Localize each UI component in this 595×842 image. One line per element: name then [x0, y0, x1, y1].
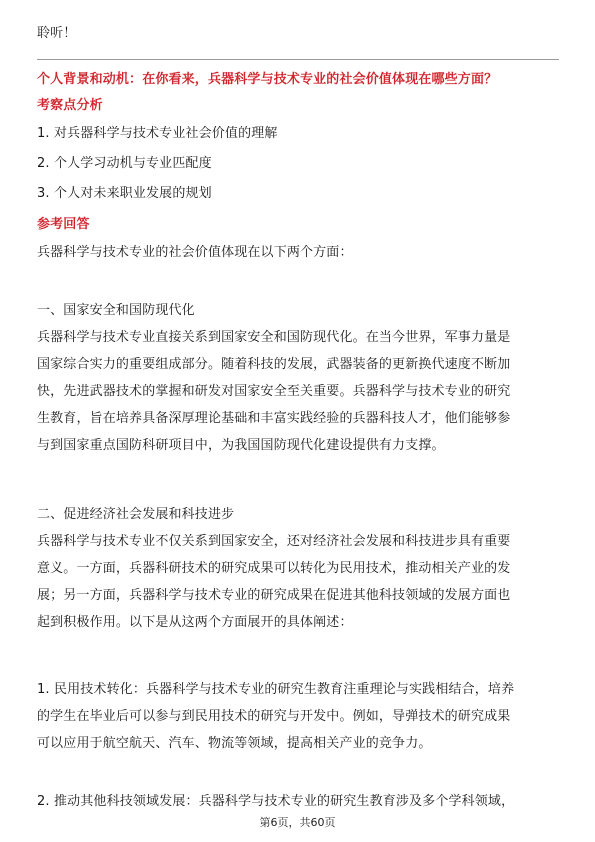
item1-line: 1. 民用技术转化：兵器科学与技术专业的研究生教育注重理论与实践相结合，培养	[37, 682, 515, 697]
section1-line: 国家综合实力的重要组成部分。随着科技的发展，武器装备的更新换代速度不断加	[37, 357, 511, 372]
analysis-point: 3. 个人对未来职业发展的规划	[37, 186, 212, 201]
analysis-heading: 考察点分析	[37, 98, 103, 113]
section-divider	[37, 59, 559, 60]
item1-line: 的学生在毕业后可以参与到民用技术的研究与开发中。例如，导弹技术的研究成果	[37, 709, 511, 724]
analysis-point: 2. 个人学习动机与专业匹配度	[37, 156, 212, 171]
section1-line: 快，先进武器技术的掌握和研发对国家安全至关重要。兵器科学与技术专业的研究	[37, 384, 511, 399]
page-footer: 第6页，共60页	[259, 816, 336, 829]
section2-line: 展；另一方面，兵器科学与技术专业的研究成果在促进其他科技领域的发展方面也	[37, 588, 511, 603]
section2-title: 二、促进经济社会发展和科技进步	[37, 507, 235, 522]
answer-intro: 兵器科学与技术专业的社会价值体现在以下两个方面：	[37, 245, 353, 260]
answer-heading: 参考回答	[37, 217, 90, 232]
section1-line: 与到国家重点国防科研项目中，为我国国防现代化建设提供有力支撑。	[37, 438, 445, 453]
item1-line: 可以应用于航空航天、汽车、物流等领域，提高相关产业的竞争力。	[37, 736, 432, 751]
section1-line: 兵器科学与技术专业直接关系到国家安全和国防现代化。在当今世界，军事力量是	[37, 330, 511, 345]
top-line-text: 聆听！	[37, 26, 77, 41]
section2-line: 起到积极作用。以下是从这两个方面展开的具体阐述：	[37, 615, 353, 630]
item2-line: 2. 推动其他科技领域发展：兵器科学与技术专业的研究生教育涉及多个学科领域，	[37, 794, 515, 809]
section2-line: 兵器科学与技术专业不仅关系到国家安全，还对经济社会发展和科技进步具有重要	[37, 534, 511, 549]
section1-title: 一、国家安全和国防现代化	[37, 303, 195, 318]
analysis-point: 1. 对兵器科学与技术专业社会价值的理解	[37, 126, 278, 141]
section1-line: 生教育，旨在培养具备深厚理论基础和丰富实践经验的兵器科技人才，他们能够参	[37, 411, 511, 426]
section2-line: 意义。一方面，兵器科研技术的研究成果可以转化为民用技术，推动相关产业的发	[37, 561, 511, 576]
question-heading: 个人背景和动机：在你看来，兵器科学与技术专业的社会价值体现在哪些方面？	[37, 72, 498, 87]
